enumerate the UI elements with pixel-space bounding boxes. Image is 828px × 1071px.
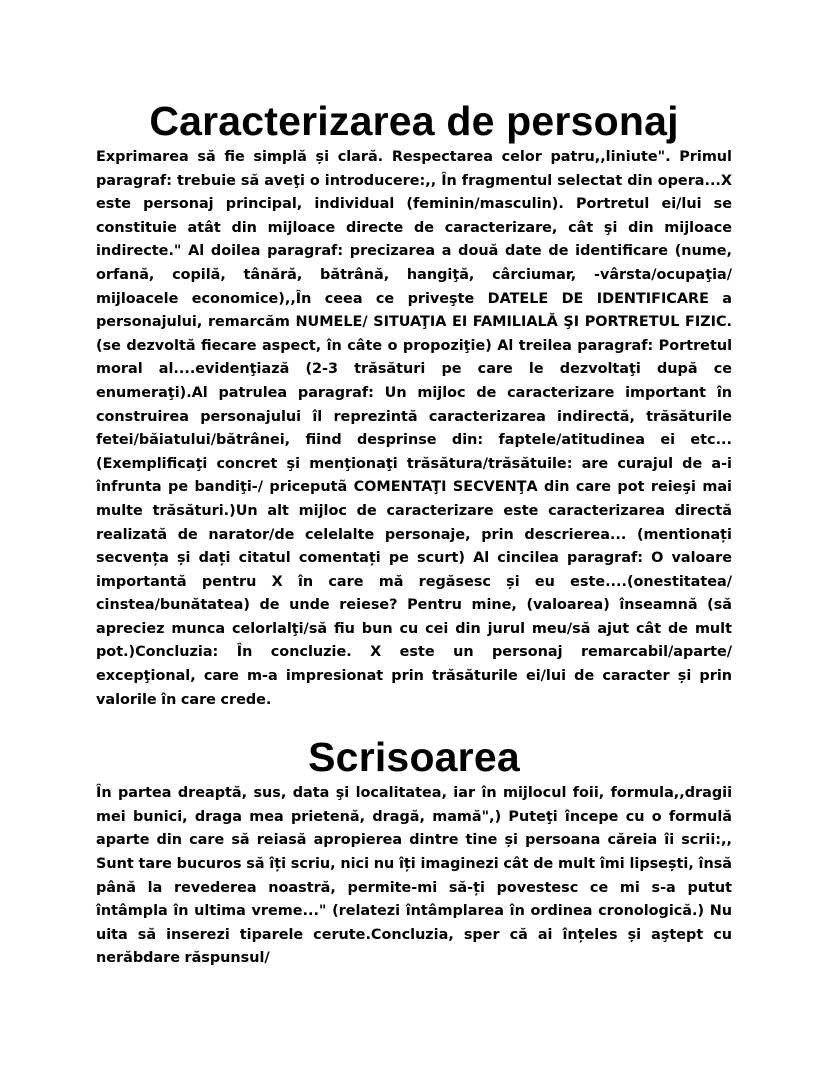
section-body-caracterizarea: Exprimarea să fie simplă și clară. Respectarea celor patru,,liniute". Primul paragraf: trebuie să aveţi o introducere:,, În fragmentul selectat din opera...X este personaj principal, individual (feminin/masculin). Portretul ei/lui se constituie atât din mijloace directe de caracterizare, cât şi din mijloace indirecte." Al doilea paragraf: precizarea a două date de identificare (nume, orfană, copilă, tânără, bătrână, hangiţă, cârciumar, -vârsta/ocupaţia/ mijloacele economice),,În ceea ce priveşte DATELE DE IDENTIFICARE a personajului, remarcăm NUMELE/ SITUAŢIA EI FAMILIALĂ ŞI PORTRETUL FIZIC. (se dezvoltă fiecare aspect, în câte o propoziţie) Al treilea paragraf: Portretul moral al....evidenţiază (2-3 trăsături pe care le dezvoltaţi după ce enumeraţi).Al patrulea paragraf: Un mijloc de caracterizare important în construirea personajului îl reprezintă caracterizarea indirectă, trăsăturile fetei/băiatului/bătrânei, fiind desprinse din: faptele/atitudinea ei etc...(Exemplificaţi concret şi menţionaţi trăsătura/trăsătuile: are curajul de a-i înfrunta pe bandiţi-/ priceputã COMENTAŢI SECVENŢA din care pot reieşi mai multe trăsături.)Un alt mijloc de caracterizare este caracterizarea directă realizată de narator/de celelalte personaje, prin descrierea... (mentionați secvența și dați citatul comentați pe scurt) Al cincilea paragraf: O valoare importantă pentru X în care mă regăsesc și eu este....(onestitatea/ cinstea/bunătatea) de unde reiese? Pentru mine, (valoarea) înseamnă (să apreciez munca celorlalţi/să fiu bun cu cei din jurul meu/să ajut cât de mult pot.)Concluzia: În concluzie. X este un personaj remarcabil/aparte/ excepţional, care m-a impresionat prin trăsăturile ei/lui de caracter și prin valorile în care crede.: [96, 149, 732, 708]
section-body-scrisoarea: În partea dreaptă, sus, data şi localitatea, iar în mijlocul foii, formula,,dragii mei bunici, draga mea prietenă, dragă, mamă",) Puteţi începe cu o formulă aparte din care să reiasă apropierea dintre tine și persoana căreia îi scrii:,, Sunt tare bucuros să îți scriu, nici nu îți imaginezi cât de mult îmi lipsești, însă până la revederea noastră, permite-mi să-ți povestesc ce mi s-a putut întâmpla în ultima vreme..." (relatezi întâmplarea în ordinea cronologică.) Nu uita să inserezi tiparele cerute.Concluzia, sper că ai înțeles și aştept cu nerăbdare răspunsul/: [96, 785, 732, 967]
section-title-caracterizarea: Caracterizarea de personaj: [149, 98, 679, 144]
document-page: [96, 96, 732, 971]
section-title-scrisoarea: Scrisoarea: [308, 734, 520, 781]
